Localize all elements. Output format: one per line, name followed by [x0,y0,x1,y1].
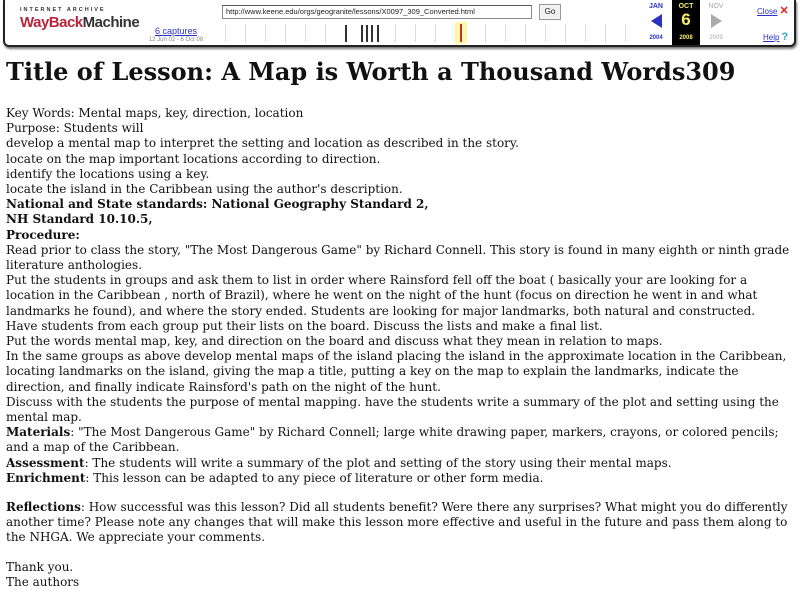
next-year: 2009 [709,35,723,41]
procedure-heading: Procedure: [6,227,80,242]
timeline-tick [525,24,526,42]
lesson-body [6,106,796,590]
timeline-tick [585,24,586,42]
close-link[interactable]: Close [757,7,778,16]
help-link[interactable]: Help [763,33,780,42]
timeline-tick [565,24,566,42]
capture-marker[interactable] [345,25,347,42]
enrichment: Enrichment: This lesson can be adapted to any piece of literature or other form media. [6,470,544,485]
wayback-toolbar [3,0,796,47]
timeline-tick [305,24,306,42]
procedure-step: Read prior to class the story, "The Most Dangerous Game" by Richard Connell. This story is found in many eighth or ninth grade literature anthologies. [6,242,790,273]
assessment-label: Assessment [6,455,85,470]
purpose-item: locate the island in the Caribbean using the author's description. [6,182,403,197]
timeline-tick [415,24,416,42]
page-title: Title of Lesson: A Map is Worth a Thousand Words309 [6,57,736,86]
timeline-tick [395,24,396,42]
url-input[interactable]: http://www.keene.edu/orgs/geogranite/lessons/X0097_309_Converted.html [222,5,532,19]
procedure-step: Have students from each group put their lists on the board. Discuss the lists and make a final list. [6,318,603,333]
timeline-tick [435,24,436,42]
timeline-tick [505,24,506,42]
current-year: 2008 [679,35,693,41]
timeline-tick [605,24,606,42]
procedure-step: Put the words mental map, key, and direction on the board and discuss what they mean in relation to maps. [6,334,663,349]
help[interactable] [763,31,788,43]
current-capture-marker[interactable] [460,24,462,42]
standards-line: National and State standards: National Geography Standard 2, [6,197,429,212]
lesson-document [6,56,796,590]
capture-marker[interactable] [371,25,373,42]
captures-info [145,26,207,43]
key-words: Key Words: Mental maps, key, direction, location [6,106,304,120]
previous-capture[interactable] [642,0,670,45]
materials-label: Materials [6,425,71,440]
prev-year[interactable]: 2004 [649,35,663,41]
next-arrow-icon [711,14,722,28]
spacer [6,486,796,500]
procedure-step: In the same groups as above develop mental maps of the island placing the island in the approximate location in the Caribbean, locating landmarks on the island, giving the map a title, putting a key on the map to explain the landmarks, indicate the direction, and finally indicate Rainsford's path on the night of the hunt. [6,349,787,394]
standards-line: NH Standard 10.10.5, [6,212,153,227]
purpose-item: develop a mental map to interpret the setting and location as described in the story. [6,136,519,151]
internet-archive-label: INTERNET ARCHIVE [20,7,106,13]
current-month: OCT [678,3,694,10]
thanks: Thank you. [6,559,74,574]
wayback-logo[interactable] [20,7,140,39]
purpose-item: locate on the map important locations according to direction. [6,151,381,166]
date-navigator [642,0,732,45]
prev-month[interactable]: JAN [648,3,663,10]
assessment: Assessment: The students will write a summary of the plot and setting of the story using their mental maps. [6,455,672,470]
timeline-tick [285,24,286,42]
timeline-tick [325,24,326,42]
signature: The authors [6,574,80,589]
reflections-label: Reflections [6,500,81,515]
timeline-tick [625,24,626,42]
timeline-tick [265,24,266,42]
timeline-tick [225,24,226,42]
capture-marker[interactable] [377,25,379,42]
procedure-step: Put the students in groups and ask them to list in order where Rainsford fell off the boat ( basically your are looking for a location in the Caribbean , north of Brazil), where he went on the night of the hunt (focus on direction he went in and what landmarks he found), and where the story ended. Students are looking for major landmarks, both natural and constructed. [6,273,758,318]
wayback-machine-wordmark: WayBackMachine [20,14,140,31]
capture-timeline[interactable] [215,22,630,44]
timeline-tick [485,24,486,42]
captures-link[interactable]: 6 captures [154,26,198,36]
captures-range: 12 Jun 02 - 6 Oct 08 [148,37,204,43]
reflections: Reflections: How successful was this lesson? Did all students benefit? Were there any surprises? What might you do differently another time? Please note any changes that will make this lesson more effective and useful in the future and pass them along to the NHGA. We appreciate your comments. [6,500,788,545]
timeline-tick [245,24,246,42]
capture-marker[interactable] [366,25,368,42]
go-button[interactable]: Go [539,4,561,20]
timeline-tick [545,24,546,42]
purpose-item: identify the locations using a key. [6,166,210,181]
close-icon[interactable]: ✕ [779,5,789,17]
procedure-step: Discuss with the students the purpose of mental mapping. have the students write a summary of the plot and setting using the mental map. [6,394,779,425]
current-capture [672,0,700,45]
prev-arrow-icon[interactable] [651,14,662,28]
close-toolbar[interactable] [757,4,789,17]
materials: Materials: "The Most Dangerous Game" by Richard Connell; large white drawing paper, markers, crayons, or colored pencils; and a map of the Caribbean. [6,425,779,455]
spacer [6,546,796,560]
enrichment-label: Enrichment [6,470,86,485]
purpose: Purpose: Students will [6,121,144,136]
help-icon[interactable]: ? [781,31,789,43]
current-day: 6 [681,10,691,29]
next-month: NOV [708,3,724,10]
capture-marker[interactable] [361,25,363,42]
next-capture [702,0,730,45]
